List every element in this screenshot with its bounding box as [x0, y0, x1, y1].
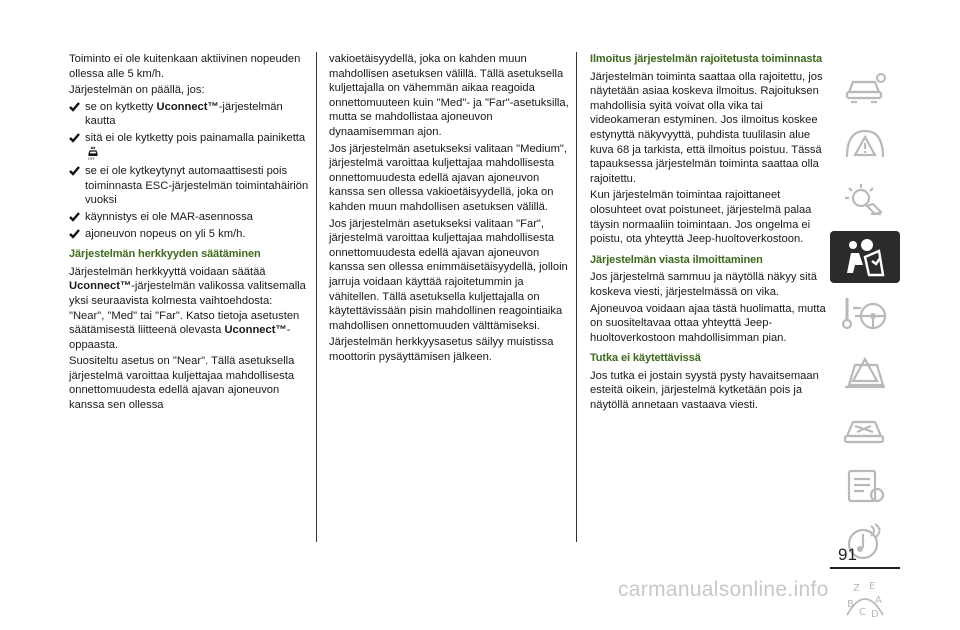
index-letter: A [875, 595, 882, 606]
list-item-text: se on kytketty [85, 100, 157, 113]
checkbox-bullet-icon [69, 166, 80, 176]
list-item-text: -järjestelmän kautta [85, 100, 283, 128]
dashboard-warning-icon [841, 123, 889, 163]
tab-lights[interactable] [830, 174, 900, 226]
index-letter: D [871, 609, 879, 620]
section-heading: Järjestelmän viasta ilmoittaminen [590, 253, 763, 266]
specifications-icon [841, 465, 889, 505]
index-letter: E [869, 581, 876, 592]
paragraph: Jos järjestelmän asetukseksi valitaan "Far", järjestelmä varoittaa kuljettajaa mahdollisesta onnettomuudesta edellä ajavan ajoneuvon kanssa sen ollessa enimmäisetäisyydellä, jolloin jarruja voidaan käyttää rajoitetummin ja vähitellen. Tällä asetuksella kuljettajalla on käytettävissään pisin mahdollinen reagointiaika mahdollisen onnettomuuden välttämiseksi. [329, 217, 568, 332]
index-icon [839, 577, 891, 621]
collision-off-button-icon [87, 146, 99, 160]
checkbox-bullet-icon [69, 212, 80, 222]
safety-airbag-icon [839, 235, 891, 279]
tab-car-overview[interactable] [830, 60, 900, 112]
section-heading: Tutka ei käytettävissä [590, 352, 701, 365]
paragraph: Jos järjestelmä sammuu ja näytöllä näkyy sitä koskeva viesti, järjestelmässä on vika. [590, 271, 817, 298]
lights-icon [841, 180, 889, 220]
list-item [69, 227, 309, 242]
paragraph: Kun järjestelmän toimintaa rajoittaneet olosuhteet ovat poistuneet, järjestelmä palaa täysin normaaliin toimintaan. Jos ongelma ei poistu, ota yhteyttä Jeep-huoltoverkostoon. [590, 189, 812, 246]
list-item-text: ajoneuvon nopeus on yli 5 km/h. [85, 227, 246, 240]
paragraph: Ajoneuvoa voidaan ajaa tästä huolimatta, mutta on suositeltavaa ottaa yhteyttä Jeep-huoltoverkostoon mahdollisimman pian. [590, 302, 826, 344]
car-overview-icon [841, 66, 889, 106]
tab-breakdown[interactable] [830, 345, 900, 397]
page-number-rule [830, 567, 900, 569]
list-item-text: käynnistys ei ole MAR-asennossa [85, 210, 253, 223]
tab-dashboard[interactable] [830, 117, 900, 169]
paragraph: Toiminto ei ole kuitenkaan aktiivinen nopeuden ollessa alle 5 km/h. [69, 53, 301, 80]
tab-safety[interactable] [830, 231, 900, 283]
index-letter: Z [853, 583, 860, 594]
starting-driving-icon [841, 294, 889, 334]
tab-service[interactable] [830, 402, 900, 454]
paragraph: vakioetäisyydellä, joka on kahden muun mahdollisen asetuksen välillä. Tällä asetuksella kuljettajalla on vähemmän aikaa reagoida onnettomuuteen kuin "Med"- ja "Far"-asetuksilla, mutta se mahdollistaa ajoneuvon dynaamisemman ajon. [329, 53, 569, 138]
list-item [69, 131, 309, 162]
page-number: 91 [838, 545, 857, 564]
paragraph: Jos järjestelmän asetukseksi valitaan "Medium", järjestelmä varoittaa kuljettajaa mahdollisesta onnettomuudesta edellä ajavan ajoneuvon kanssa sen ollessa vakioetäisyydellä, joka on kahden muun mahdollisen asetuksen välillä. [329, 142, 568, 213]
brand-name: Uconnect™ [156, 100, 219, 113]
text-column-3 [590, 52, 830, 415]
paragraph: Jos tutka ei jostain syystä pysty havaitsemaan esteitä oikein, järjestelmä kytketään pois ja näytöllä annetaan vastaava viesti. [590, 369, 819, 412]
section-heading: Järjestelmän herkkyyden säätäminen [69, 248, 261, 261]
list-item [69, 164, 309, 208]
tab-specifications[interactable] [830, 459, 900, 511]
list-item [69, 210, 309, 225]
column-divider-left [316, 52, 317, 542]
list-item [69, 100, 309, 129]
svg-text:OFF: OFF [88, 156, 95, 160]
tab-index[interactable] [830, 573, 900, 625]
checkbox-bullet-icon [69, 133, 80, 143]
paragraph: Järjestelmän on päällä, jos: [69, 84, 205, 97]
paragraph: Järjestelmän toiminta saattaa olla rajoitettu, jos näytetään asiaa koskeva ilmoitus. Rajoituksen mahdollisia syitä voivat olla vika tai videokameran estyminen. Jos ilmoitus koskee estynyttä näkyvyyttä, puhdista tuulilasin alue kuva 68 ja tarkista, että ilmoitus poistuu. Tässä tapauksessa järjestelmän toiminta saattaa olla rajoitettu. [590, 70, 823, 185]
text-column-1 [69, 52, 309, 415]
paragraph: Suositeltu asetus on "Near". Tällä asetuksella järjestelmä varoittaa kuljettajaa mahdollisesta onnettomuudesta edellä ajavan ajoneuvon kanssa sen ollessa [69, 355, 295, 412]
index-letter: C [859, 607, 866, 618]
list-item-text: sitä ei ole kytketty pois painamalla painiketta [85, 131, 306, 144]
column-divider-right [576, 52, 577, 542]
checkbox-bullet-icon [69, 102, 80, 112]
paragraph: Järjestelmän herkkyysasetus säilyy muistissa moottorin pysäyttämisen jälkeen. [329, 336, 554, 363]
paragraph: Järjestelmän herkkyyttä voidaan säätää Uconnect™-järjestelmän valikossa valitsemalla yksi seuraavista kolmesta vaihtoehdosta: "Near", "Med" tai "Far". Katso tietoja asetusten säätämisestä liitteenä olevasta Uconnect™-oppaasta. [69, 265, 306, 351]
index-letter: B [847, 599, 854, 610]
service-icon [841, 408, 889, 448]
brand-name: Uconnect™ [224, 324, 287, 337]
watermark: carmanualsonline.info [618, 578, 829, 601]
checkbox-bullet-icon [69, 229, 80, 239]
brand-name: Uconnect™ [69, 280, 132, 293]
section-heading: Ilmoitus järjestelmän rajoitetusta toiminnasta [590, 53, 822, 65]
tab-starting-driving[interactable] [830, 288, 900, 340]
list-item-text: se ei ole kytkeytynyt automaattisesti pois toiminnasta ESC-järjestelmän toimintahäiriön vuoksi [85, 165, 309, 207]
text-column-2 [329, 52, 569, 366]
breakdown-warning-icon [841, 351, 889, 391]
